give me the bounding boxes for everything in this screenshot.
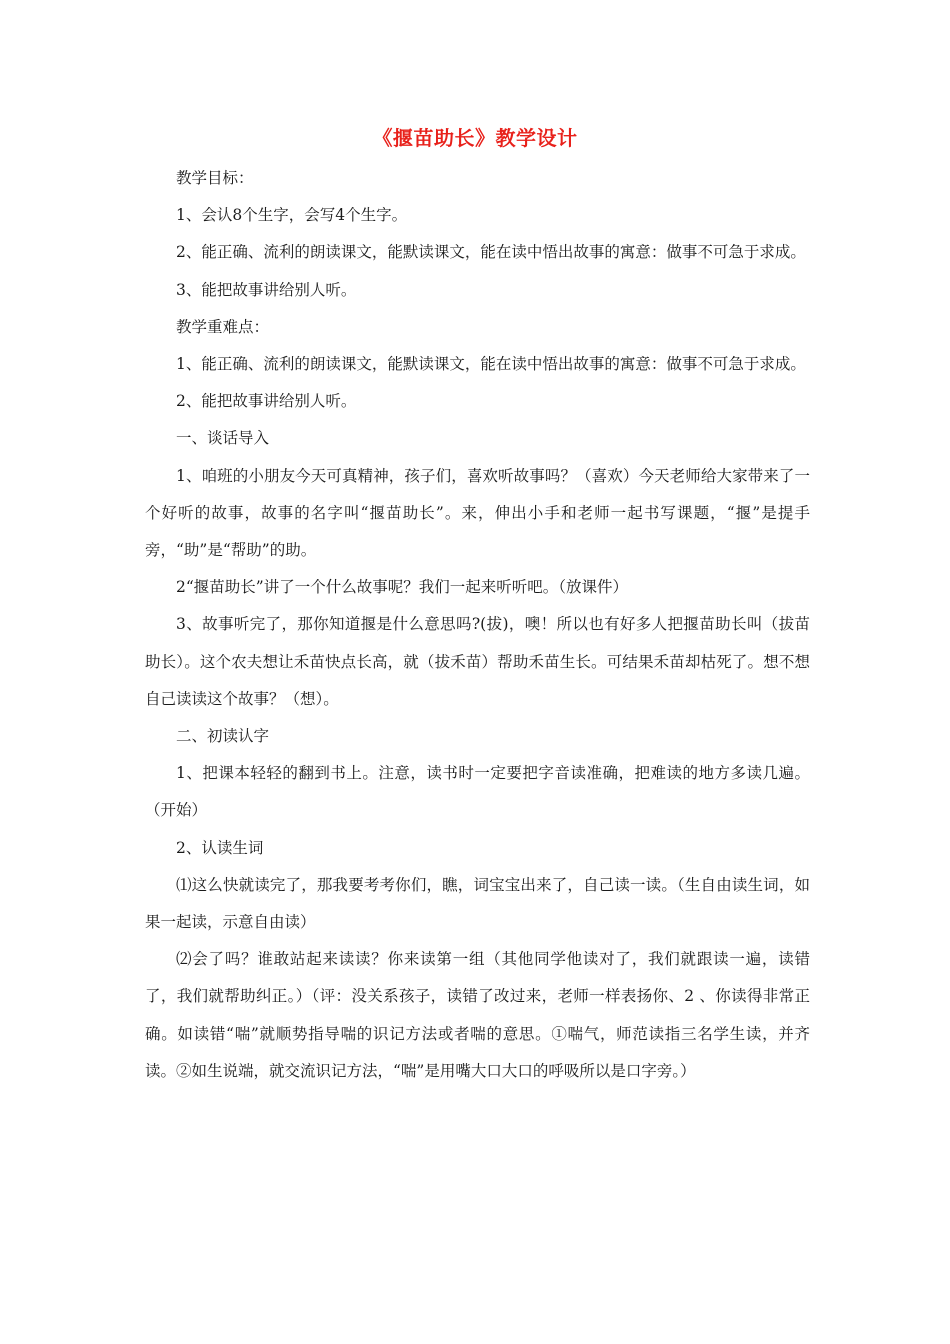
introduction-step-2: 2“揠苗助长”讲了一个什么故事呢？我们一起来听听吧。（放课件）: [176, 578, 628, 597]
first-reading-step-1: 1、把课本轻轻的翻到书上。注意，读书时一定要把字音读准确，把难读的地方多读几遍。（开始）: [145, 764, 810, 820]
objective-item-3: 3、能把故事讲给别人听。: [176, 280, 357, 299]
word-reading-substep-1: ⑴这么快就读完了，那我要考考你们，瞧，词宝宝出来了，自己读一读。（生自由读生词，如果一起读，示意自由读）: [145, 875, 810, 932]
key-point-item-1: 1、能正确、流利的朗读课文，能默读课文，能在读中悟出故事的寓意：做事不可急于求成。: [176, 355, 806, 374]
section-heading-key-points: 教学重难点：: [176, 317, 270, 336]
objective-item-2: 2、能正确、流利的朗读课文，能默读课文，能在读中悟出故事的寓意：做事不可急于求成。: [176, 243, 806, 262]
section-heading-objectives: 教学目标：: [176, 169, 254, 187]
section-heading-first-reading: 二、初读认字: [176, 727, 270, 746]
introduction-step-1: 1、咱班的小朋友今天可真精神，孩子们，喜欢听故事吗？（喜欢）今天老师给大家带来了一个好听的故事，故事的名字叫“揠苗助长”。来，伸出小手和老师一起书写课题，“揠”是提手旁，“助”是“帮助”的助。: [145, 466, 810, 560]
introduction-step-3: 3、故事听完了，那你知道揠是什么意思吗?(拔)，噢！所以也有好多人把揠苗助长叫（拔苗助长）。这个农夫想让禾苗快点长高，就（拔禾苗）帮助禾苗生长。可结果禾苗却枯死了。想不想自己读读这个故事？（想）。: [145, 615, 810, 708]
objective-item-1: 1、会认8个生字，会写4个生字。: [176, 206, 408, 225]
first-reading-step-2: 2、认读生词: [176, 838, 264, 857]
word-reading-substep-2: ⑵会了吗？谁敢站起来读读？你来读第一组（其他同学他读对了，我们就跟读一遍，读错了，我们就帮助纠正。）（评：没关系孩子，读错了改过来，老师一样表扬你、2 、你读得非常正确。如读错“喘”就顺势指导喘的识记方法或者喘的意思。①喘气，师范读指三名学生读，并齐读。②如生说端，就交流识记方法，“喘”是用嘴大口大口的呼吸所以是口字旁。）: [145, 950, 810, 1080]
key-point-item-2: 2、能把故事讲给别人听。: [176, 392, 357, 411]
section-heading-introduction: 一、谈话导入: [176, 429, 270, 448]
document-title: 《揠苗助长》教学设计: [372, 126, 578, 150]
document-body: [145, 160, 810, 1090]
